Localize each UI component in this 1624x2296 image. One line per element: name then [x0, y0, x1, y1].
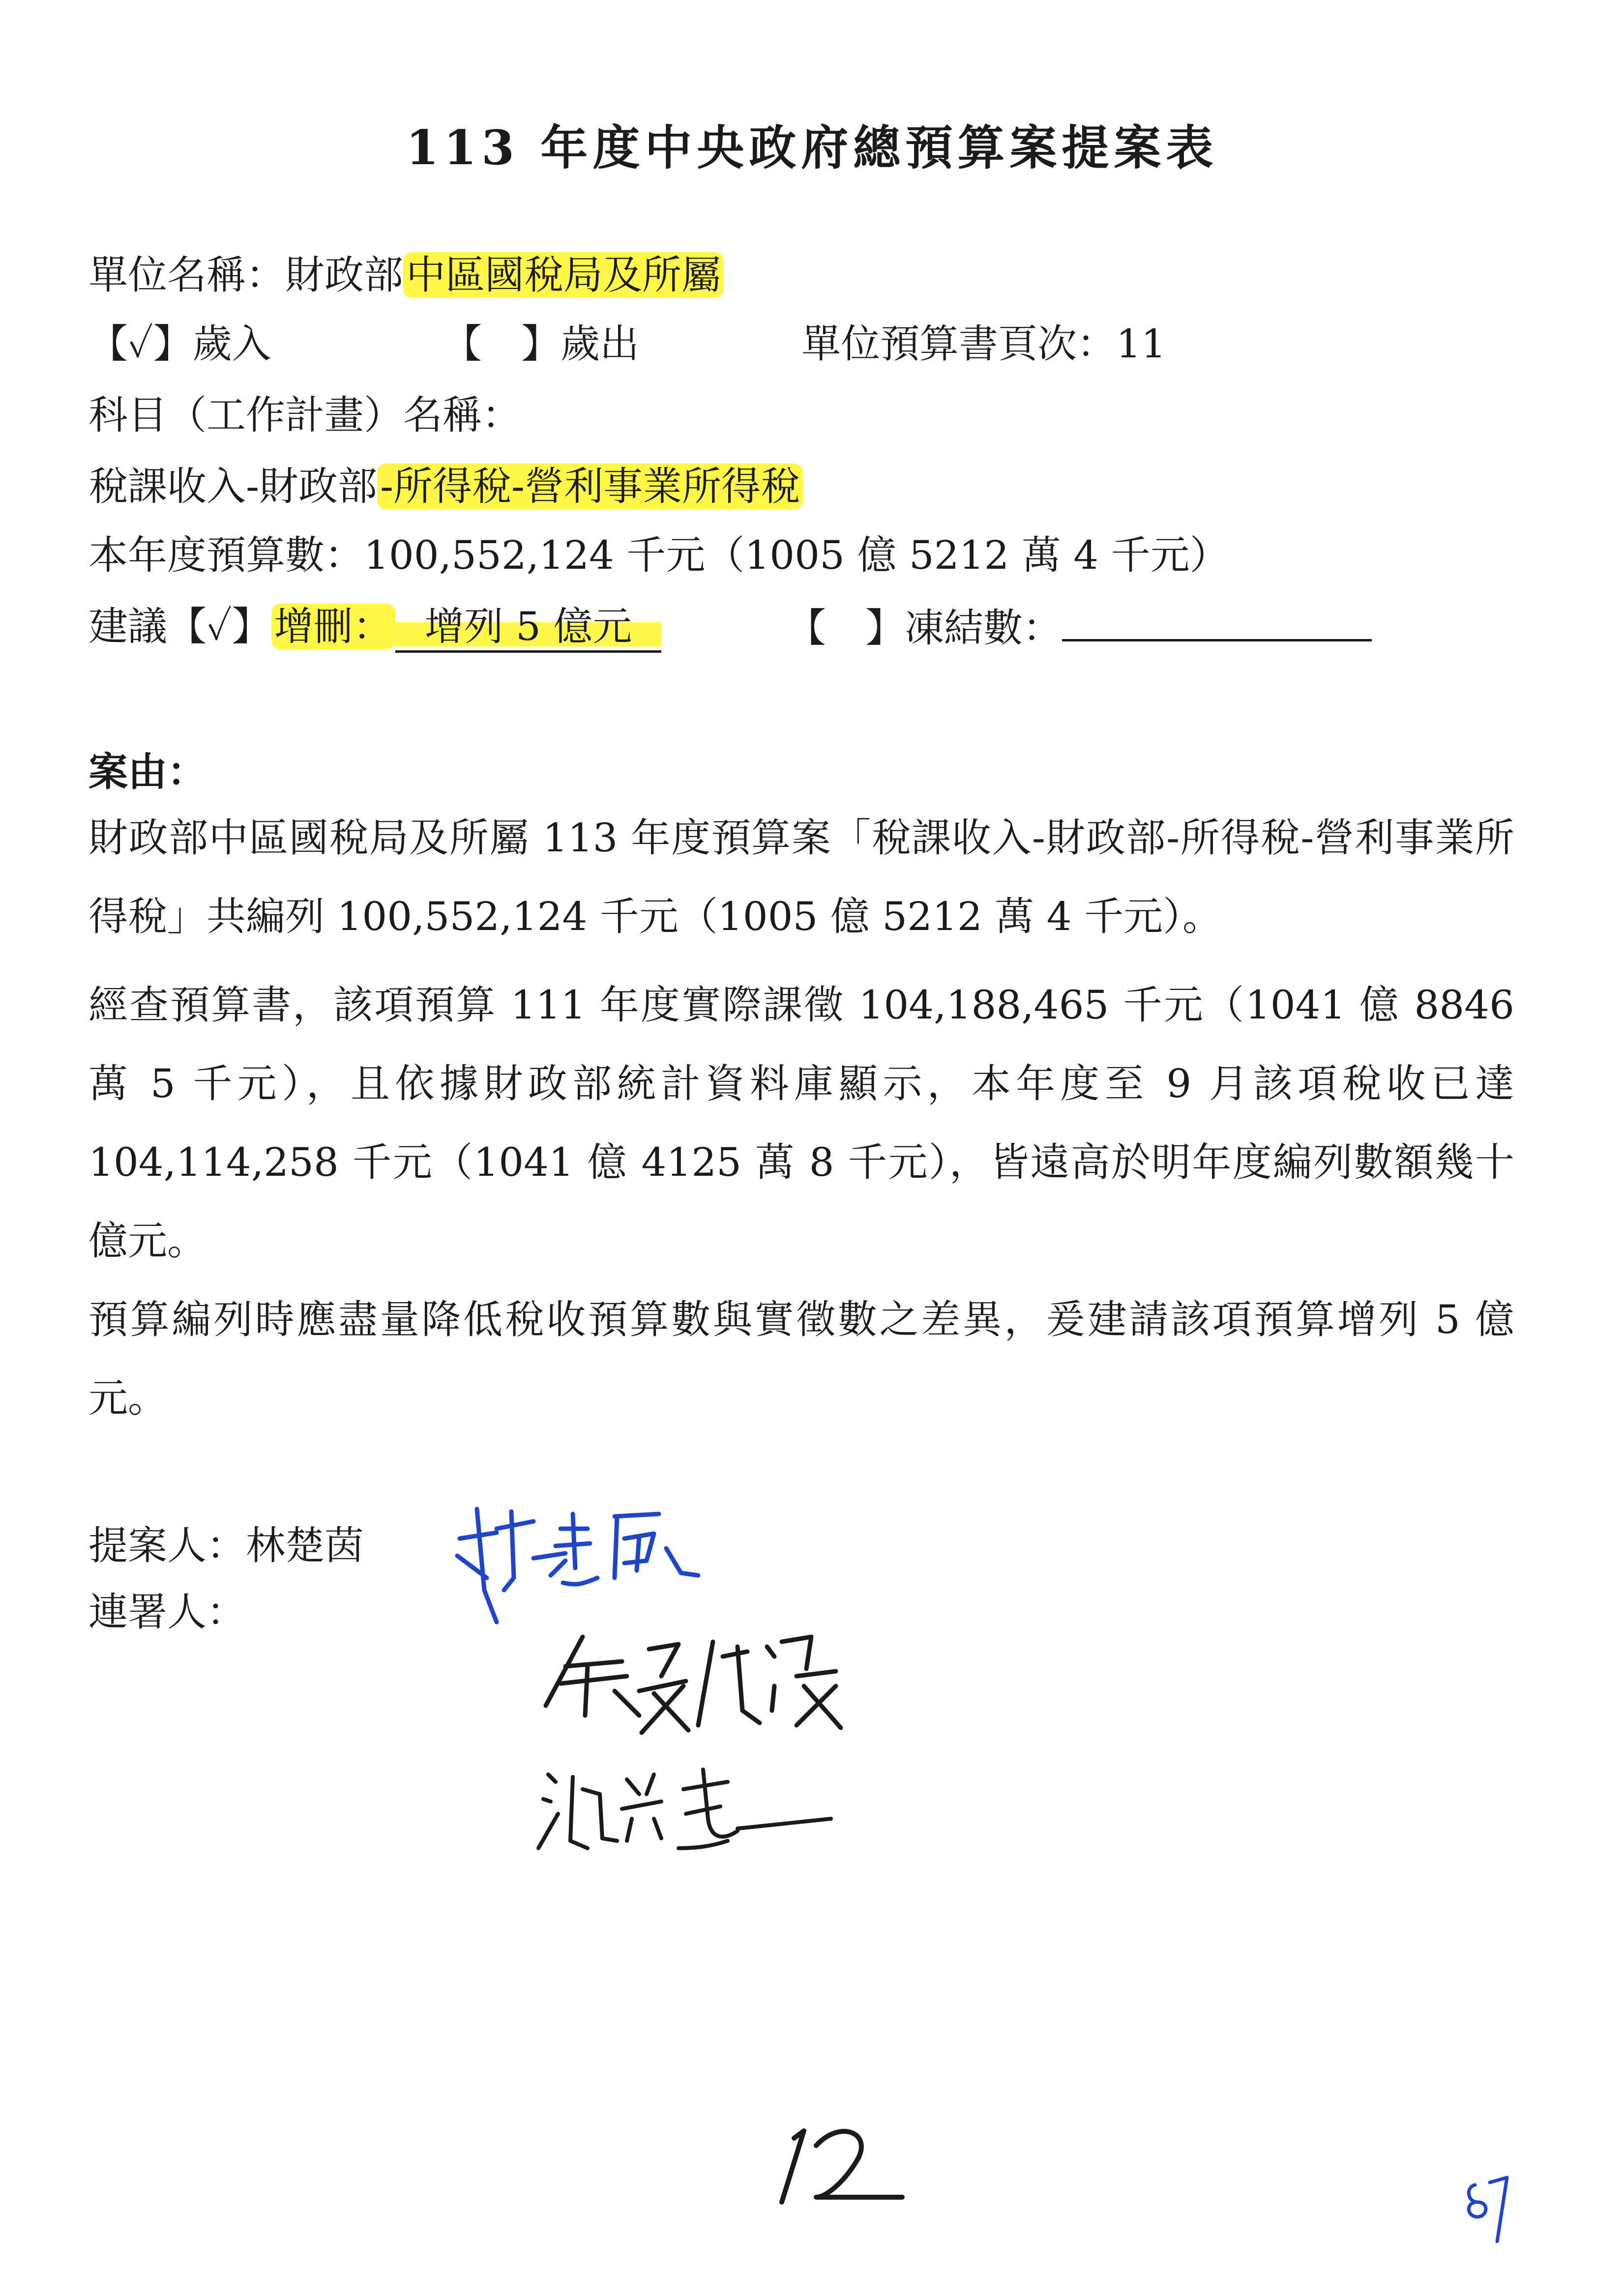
freeze-label: 凍結數： [905, 605, 1062, 651]
unit-name-row [89, 248, 724, 302]
signature-cosigner-1 [546, 1637, 841, 1733]
freeze-blank [1062, 600, 1372, 641]
reason-paragraph-1: 財政部中區國稅局及所屬 113 年度預算案「稅課收入-財政部-所得稅-營利事業所得稅」共編列 100,552,124 千元（1005 億 5212 萬 4 千元）。 [89, 815, 1514, 939]
cosigner-label: 連署人： [89, 1589, 246, 1635]
proposal-row [89, 600, 1514, 654]
reason-paragraph-3: 預算編列時應盡量降低稅收預算數與實徵數之差異，爰建請該項預算增列 5 億元。 [89, 1297, 1514, 1421]
unit-highlight: 中區國稅局及所屬 [403, 252, 724, 298]
subject-highlight: -所得稅-營利事業所得稅 [377, 464, 803, 509]
proposal-option-value: 增列 5 億元 [395, 603, 662, 653]
expense-group [443, 317, 639, 371]
freeze-group [787, 600, 1372, 655]
proposer-name: 林楚茵 [246, 1523, 364, 1569]
freeze-checkbox: 【 】 [787, 605, 905, 651]
proposal-option-label: 增刪： [271, 604, 395, 649]
subject-row [89, 460, 803, 514]
unit-prefix: 財政部 [285, 252, 403, 298]
income-expense-row [89, 317, 1514, 371]
proposer-row [89, 1519, 364, 1573]
expense-label: 歲出 [561, 321, 639, 367]
handwritten-corner-number [1469, 2178, 1507, 2241]
subject-label: 科目（工作計畫）名稱： [89, 392, 521, 438]
reason-heading: 案由： [89, 749, 207, 795]
signature-proposer [457, 1509, 698, 1622]
budget-page-ref: 單位預算書頁次：11 [801, 321, 1166, 367]
expense-checkbox: 【 】 [443, 321, 561, 367]
signature-cosigner-2 [538, 1770, 831, 1848]
income-label: 歲入 [192, 321, 271, 367]
budget-amount-line: 本年度預算數：100,552,124 千元（1005 億 5212 萬 4 千元） [89, 532, 1229, 578]
handwritten-page-number [782, 2131, 902, 2202]
income-checkbox: 【✓】 [89, 321, 193, 367]
reason-paragraph-2: 經查預算書，該項預算 111 年度實際課徵 104,188,465 千元（1041 億 8846 萬 5 千元），且依據財政部統計資料庫顯示，本年度至 9 月該項稅收已達 104,114,258 千元（1041 億 4125 萬 8 千元），皆遠高於明年度編列數額幾十億元。 [89, 982, 1514, 1264]
page-title: 113 年度中央政府總預算案提案表 [406, 120, 1218, 175]
proposer-label: 提案人： [89, 1523, 246, 1569]
subject-prefix: 稅課收入-財政部 [89, 464, 378, 509]
proposal-prefix: 建議【✓】 [89, 604, 271, 649]
unit-label: 單位名稱： [89, 252, 285, 298]
